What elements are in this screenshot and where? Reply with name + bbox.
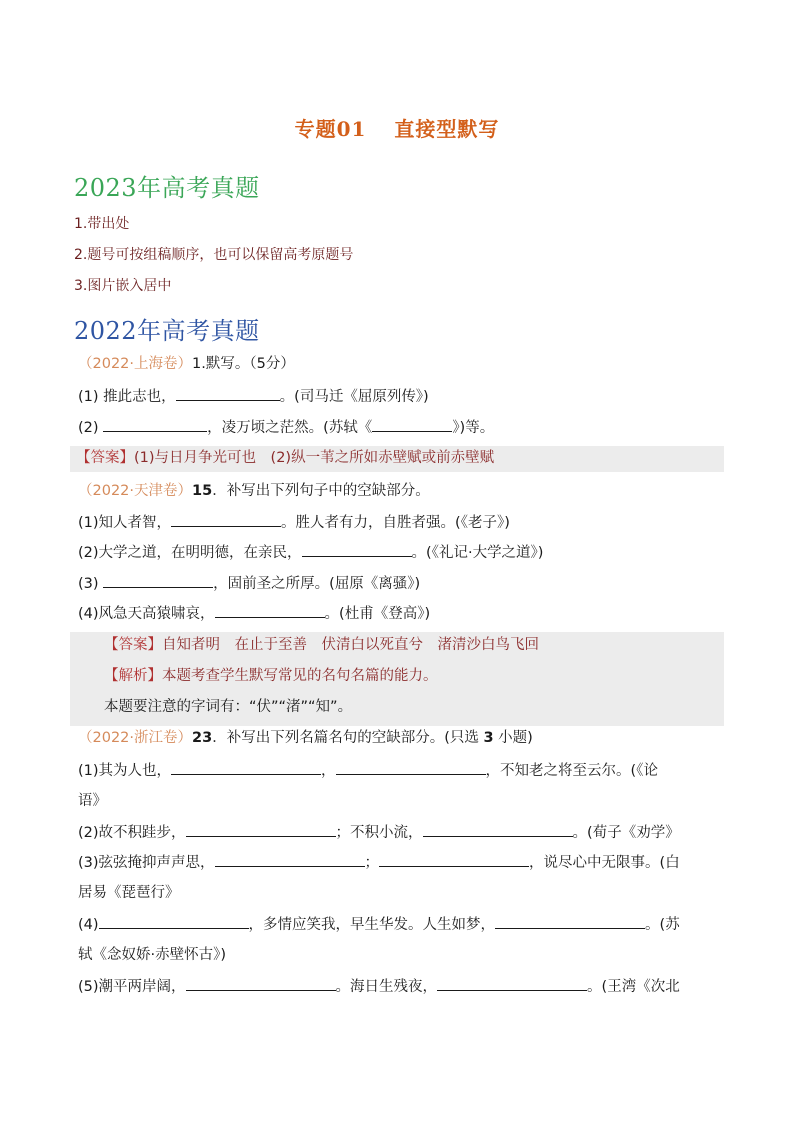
zhejiang-q3-end: ，说尽心中无限事。(白 <box>529 855 680 871</box>
shanghai-source: （2022·上海卷） <box>78 356 193 372</box>
zhejiang-q2-end: 。(荀子《劝学》 <box>572 825 680 841</box>
answer-blank[interactable] <box>103 573 213 588</box>
zhejiang-source: （2022·浙江卷） <box>78 730 193 746</box>
zhejiang-q4-text: ，多情应笑我，早生华发。人生如梦， <box>248 917 496 933</box>
note-3: 3.图片嵌入居中 <box>74 278 172 294</box>
answer-blank[interactable] <box>423 822 573 837</box>
answer-blank[interactable] <box>176 386 280 401</box>
tianjin-q4-end: 。(杜甫《登高》) <box>324 606 431 622</box>
heading-2022: 2022年高考真题 <box>74 317 260 345</box>
tianjin-analysis-2: 本题要注意的字词有：“伏”“渚”“知”。 <box>104 699 353 715</box>
zhejiang-q2 <box>78 822 724 843</box>
answer-blank[interactable] <box>99 914 249 929</box>
zhejiang-question: ．补写出下列名篇名句的空缺部分。(只选 <box>212 730 479 746</box>
title-topic-name: 直接型默写 <box>394 117 500 141</box>
answer-blank[interactable] <box>336 760 486 775</box>
note-1: 1.带出处 <box>74 216 130 232</box>
shanghai-q2 <box>78 417 724 438</box>
zhejiang-q5 <box>78 976 724 997</box>
answer-blank[interactable] <box>302 542 412 557</box>
shanghai-q1 <box>78 386 724 407</box>
tianjin-q2-end: 。(《礼记·大学之道》) <box>411 545 544 561</box>
answer-blank[interactable] <box>186 976 336 991</box>
zhejiang-q1-text: (1)其为人也， <box>78 763 172 779</box>
shanghai-q2-text: ，凌万顷之茫然。(苏轼《 <box>207 420 373 436</box>
answer-text: (1)与日月争光可也 (2)纵一苇之所如赤壁赋或前赤壁赋 <box>134 450 495 466</box>
note-2: 2.题号可按组稿顺序，也可以保留高考原题号 <box>74 247 354 263</box>
heading-2023: 2023年高考真题 <box>74 174 260 202</box>
tianjin-source: （2022·天津卷） <box>78 483 193 499</box>
tianjin-q3-end: ，固前圣之所厚。(屈原《离骚》) <box>213 576 421 592</box>
answer-blank[interactable] <box>103 417 207 432</box>
tianjin-question: ．补写出下列句子中的空缺部分。 <box>212 483 430 499</box>
tianjin-q4-text: (4)风急天高猿啸哀， <box>78 606 215 622</box>
question-number: 23 <box>192 730 213 746</box>
tianjin-q2 <box>78 542 724 563</box>
zhejiang-q5-text: (5)潮平两岸阔， <box>78 979 186 995</box>
shanghai-q1-text: (1) 推此志也， <box>78 389 176 405</box>
question-count: 3 <box>483 730 494 746</box>
answer-blank[interactable] <box>437 976 587 991</box>
tianjin-q4 <box>78 603 724 624</box>
answer-blank[interactable] <box>495 914 645 929</box>
answer-blank[interactable] <box>171 760 321 775</box>
zhejiang-q2-text: (2)故不积跬步， <box>78 825 186 841</box>
tianjin-q3 <box>78 573 724 594</box>
answer-blank[interactable] <box>215 852 365 867</box>
shanghai-question: 1.默写。（5分） <box>192 356 295 372</box>
analysis-label: 【解析】 <box>104 668 162 684</box>
zhejiang-q1 <box>78 760 724 781</box>
zhejiang-q1-cont: 语》 <box>78 793 107 809</box>
tianjin-q1 <box>78 512 724 533</box>
shanghai-stem <box>78 354 724 374</box>
zhejiang-stem <box>78 728 724 748</box>
zhejiang-q3-cont: 居易《琵琶行》 <box>78 885 180 901</box>
zhejiang-q4-end: 。(苏 <box>645 917 680 933</box>
zhejiang-q1-sep: ， <box>321 763 336 779</box>
question-number: 15 <box>192 483 213 499</box>
tianjin-q1-end: 。胜人者有力，自胜者强。(《老子》) <box>281 515 510 531</box>
tianjin-q2-text: (2)大学之道，在明明德，在亲民， <box>78 545 302 561</box>
zhejiang-q4-number: (4) <box>78 917 99 933</box>
zhejiang-q2-mid: ；不积小流， <box>335 825 423 841</box>
zhejiang-q1-end: ，不知老之将至云尔。(《论 <box>485 763 658 779</box>
title-topic-number: 专题01 <box>294 117 367 141</box>
zhejiang-q3-text: (3)弦弦掩抑声声思， <box>78 855 215 871</box>
zhejiang-q3 <box>78 852 724 873</box>
zhejiang-question-end: 小题) <box>498 730 533 746</box>
answer-blank[interactable] <box>372 417 452 432</box>
tianjin-q1-text: (1)知人者智， <box>78 515 172 531</box>
zhejiang-q4-cont: 轼《念奴娇·赤壁怀古》) <box>78 947 227 963</box>
zhejiang-q5-mid: 。海日生残夜， <box>335 979 438 995</box>
shanghai-q2-end: 》)等。 <box>452 420 495 436</box>
answer-blank[interactable] <box>186 822 336 837</box>
shanghai-q2-number: (2) <box>78 420 99 436</box>
answer-label: 【答案】 <box>104 637 162 653</box>
tianjin-analysis <box>104 666 724 686</box>
tianjin-q3-number: (3) <box>78 576 99 592</box>
tianjin-stem <box>78 481 724 501</box>
answer-blank[interactable] <box>215 603 325 618</box>
zhejiang-q3-sep: ； <box>364 855 380 871</box>
answer-blank[interactable] <box>171 512 281 527</box>
answer-blank[interactable] <box>379 852 529 867</box>
page-title <box>0 113 794 142</box>
answer-text: 自知者明 在止于至善 伏清白以死直兮 渚清沙白鸟飞回 <box>162 637 539 653</box>
shanghai-answer <box>70 446 724 472</box>
analysis-text: 本题考查学生默写常见的名句名篇的能力。 <box>162 668 438 684</box>
answer-label: 【答案】 <box>76 450 134 466</box>
zhejiang-q4 <box>78 914 724 935</box>
tianjin-answer <box>104 635 724 655</box>
zhejiang-q5-end: 。(王湾《次北 <box>587 979 680 995</box>
shanghai-q1-source: 。(司马迁《屈原列传》) <box>279 389 429 405</box>
